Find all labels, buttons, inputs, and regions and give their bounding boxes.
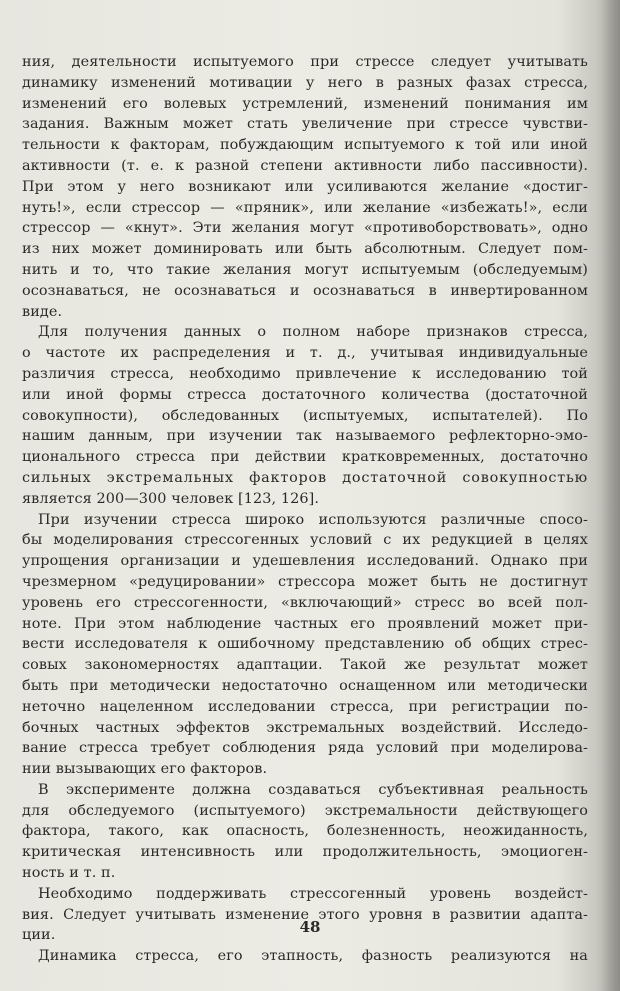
text-line: вание стресса требует соблюдения ряда условий при моделирова- xyxy=(22,740,588,757)
text-line: виде. xyxy=(22,303,63,320)
text-line: быть при методически недостаточно оснащенном или методически xyxy=(22,677,588,694)
text-line: различия стресса, необходимо привлечение к исследованию той xyxy=(22,365,588,382)
text-line: изменений его волевых устремлений, изменений понимания им xyxy=(22,95,588,112)
text-line: упрощения организации и удешевления исследований. Однако при xyxy=(22,553,588,570)
text-line: Для получения данных о полном наборе признаков стресса, xyxy=(38,324,588,341)
text-line: ноте. При этом наблюдение частных его проявлений может при- xyxy=(22,615,588,632)
text-line: из них может доминировать или быть абсолютным. Следует пом- xyxy=(22,241,588,258)
text-line: о частоте их распределения и т. д., учитывая индивидуальные xyxy=(22,345,588,362)
text-line: Динамика стресса, его этапность, фазность реализуются на xyxy=(38,948,588,965)
text-line: нии вызывающих его факторов. xyxy=(22,761,268,778)
page-number: 48 xyxy=(299,918,321,936)
text-line: нить и то, что такие желания могут испытуемым (обследуемым) xyxy=(22,261,588,278)
text-line: ность и т. п. xyxy=(22,865,116,882)
text-line: совокупности), обследованных (испытуемых, испытателей). По xyxy=(22,407,588,424)
text-line: совых закономерностях адаптации. Такой же результат может xyxy=(22,657,588,674)
text-line: является 200—300 человек [123, 126]. xyxy=(22,490,319,507)
text-line: В эксперименте должна создаваться субъективная реальность xyxy=(38,781,588,798)
text-line: ции. xyxy=(22,927,56,944)
text-line: чрезмерном «редуцировании» стрессора может быть не достигнут xyxy=(22,573,588,590)
paragraph xyxy=(22,780,588,884)
paragraph xyxy=(22,322,588,509)
text-line: фактора, такого, как опасность, болезненность, неожиданность, xyxy=(22,823,588,840)
text-line: для обследуемого (испытуемого) экстремальности действующего xyxy=(22,802,588,819)
paragraph xyxy=(22,52,588,322)
text-line: сильных экстремальных факторов достаточной совокупностью xyxy=(22,469,588,486)
text-line: бочных частных эффектов экстремальных воздействий. Исследо- xyxy=(22,719,588,736)
paragraph xyxy=(22,884,588,946)
page-edge-shadow xyxy=(602,0,620,991)
text-line: критическая интенсивность или продолжительность, эмоциоген- xyxy=(22,844,588,861)
paragraph xyxy=(22,946,588,967)
text-line: задания. Важным может стать увеличение при стрессе чувстви- xyxy=(22,116,588,133)
text-line: При изучении стресса широко используются различные спосо- xyxy=(38,511,588,528)
text-line: При этом у него возникают или усиливаются желание «достиг- xyxy=(22,178,588,195)
text-line: ния, деятельности испытуемого при стрессе следует учитывать xyxy=(22,54,588,70)
text-line: вия. Следует учитывать изменение этого уровня в развитии адапта- xyxy=(22,906,588,923)
text-line: неточно нацеленном исследовании стресса, при регистрации по- xyxy=(22,698,588,715)
text-line: динамику изменений мотивации у него в разных фазах стресса, xyxy=(22,74,588,91)
text-line: активности (т. е. к разной степени активности либо пассивности). xyxy=(22,157,588,174)
paragraph xyxy=(22,510,588,780)
text-line: стрессор — «кнут». Эти желания могут «противоборствовать», одно xyxy=(22,220,588,237)
text-line: уровень его стрессогенности, «включающий» стресс во всей пол- xyxy=(22,594,588,611)
text-line: ционального стресса при действии кратковременных, достаточно xyxy=(22,449,588,466)
text-line: Необходимо поддерживать стрессогенный уровень воздейст- xyxy=(38,885,588,902)
text-line: нашим данным, при изучении так называемого рефлекторно-эмо- xyxy=(22,428,588,445)
text-line: вести исследователя к ошибочному представлению об общих стрес- xyxy=(22,636,588,653)
text-line: тельности к факторам, побуждающим испытуемого к той или иной xyxy=(22,137,588,154)
text-line: или иной формы стресса достаточного количества (достаточной xyxy=(22,386,588,403)
page-text xyxy=(22,52,588,967)
text-line: нуть!», если стрессор — «пряник», или желание «избежать!», если xyxy=(22,199,588,216)
text-line: осознаваться, не осознаваться и осознаваться в инвертированном xyxy=(22,282,588,299)
text-line: бы моделирования стрессогенных условий с их редукцией в целях xyxy=(22,532,588,549)
